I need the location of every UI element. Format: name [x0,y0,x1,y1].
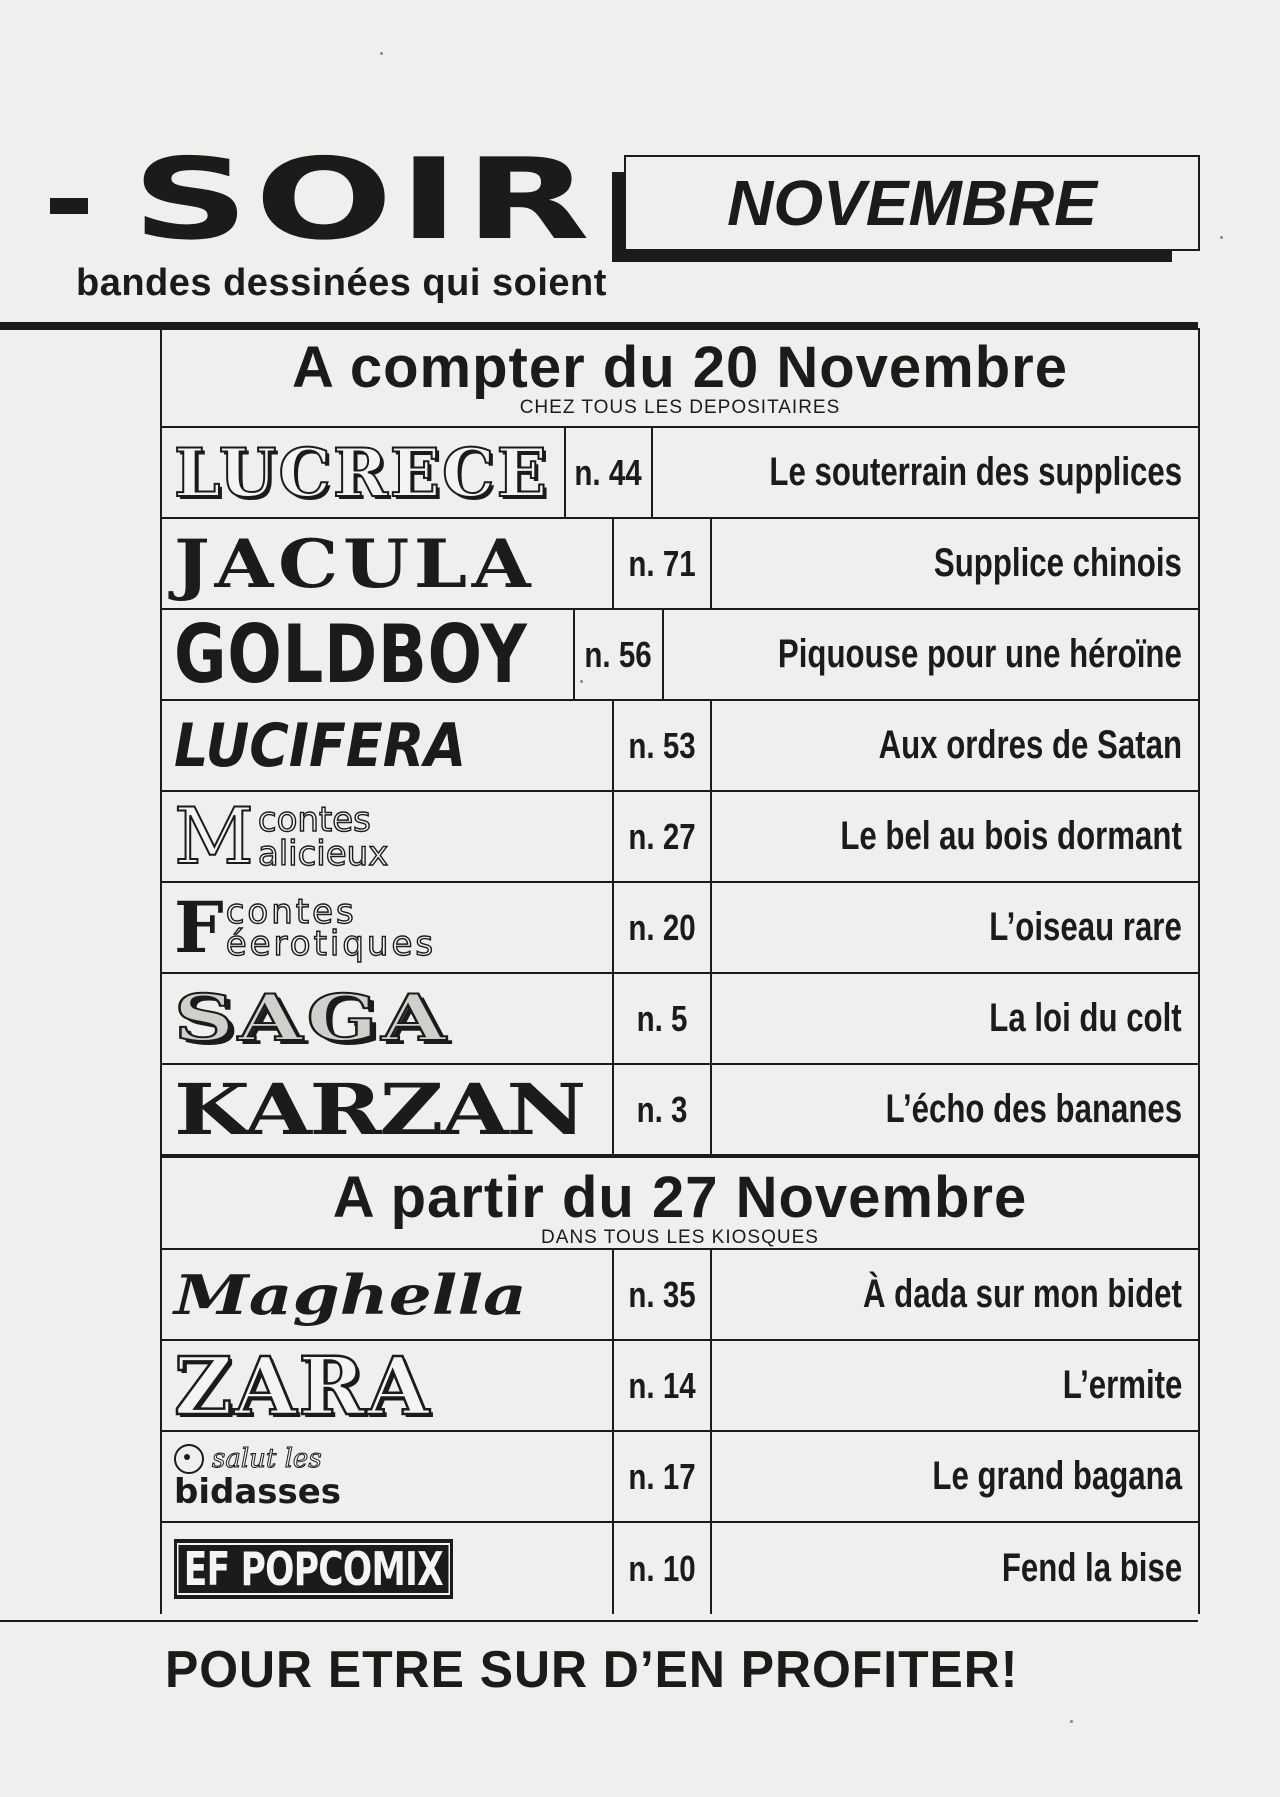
series-logo-cell [162,974,614,1063]
issue-number: n. 10 [628,1547,696,1589]
series-logo-cell [162,701,614,790]
issue-number-cell [614,883,712,972]
issue-title-cell [712,701,1198,790]
issue-number-cell [575,610,664,699]
issue-title: Piquouse pour une héroïne [778,632,1182,676]
series-logo-cell [162,1341,614,1430]
issue-number: n. 20 [628,906,696,948]
issue-number-cell [566,428,653,517]
issue-title: Supplice chinois [934,541,1182,585]
series-logo: LUCRECE [174,433,549,512]
issue-title: Fend la bise [1001,1546,1182,1590]
header-dash [50,198,88,214]
section-subtitle: DANS TOUS LES KIOSQUES [541,1227,819,1248]
issue-number: n. 17 [628,1455,696,1497]
table-row [162,1523,1198,1614]
series-logo-cell [162,1432,614,1521]
series-logo: SAGA [174,980,450,1056]
issue-title-cell [712,1341,1198,1430]
print-speck [580,680,583,683]
table-row [162,883,1198,974]
logo-wordmark: bidasses [174,1471,342,1512]
table-row [162,792,1198,883]
table-row [162,610,1198,701]
series-logo: Maghella [174,1262,527,1327]
issue-number-cell [614,974,712,1063]
section-subtitle: CHEZ TOUS LES DEPOSITAIRES [519,397,841,418]
table-row [162,701,1198,792]
issue-title: Le grand bagana [932,1454,1182,1498]
issue-number: n. 35 [628,1273,696,1315]
table-row [162,1432,1198,1523]
issue-number: n. 14 [628,1364,696,1406]
print-speck [380,52,383,55]
series-logo: JACULA [174,524,536,603]
issue-number-cell [614,1432,712,1521]
issue-number-cell [614,1341,712,1430]
release-table [160,328,1200,1614]
series-logo-cell [162,428,566,517]
table-row [162,1341,1198,1432]
series-logo: EF POPCOMIX [174,1539,453,1599]
series-logo: ZARA [174,1341,432,1430]
issue-title-cell [712,792,1198,881]
issue-title-cell [712,1523,1198,1614]
print-speck [1070,1720,1073,1723]
issue-title: Le bel au bois dormant [840,814,1182,858]
logo-script: salut les [212,1443,322,1474]
section-header [162,328,1198,428]
issue-title-cell [712,1250,1198,1339]
issue-title: La loi du colt [989,996,1182,1040]
issue-title: L’oiseau rare [989,905,1182,949]
month-label: NOVEMBRE [624,155,1200,251]
section-header [162,1156,1198,1250]
footer-slogan: POUR ETRE SUR D’EN PROFITER! [165,1641,1019,1699]
issue-number: n. 5 [636,997,688,1039]
series-logo [174,1444,341,1510]
masthead-title: SOIR [132,135,596,265]
logo-initial-f: F [174,885,224,969]
flower-icon [174,1444,204,1474]
issue-number: n. 44 [574,451,642,493]
issue-number-cell [614,1065,712,1154]
logo-wordmark: contes éerotiques [225,891,437,964]
month-banner-shadow-left [612,172,624,258]
issue-number-cell [614,1523,712,1614]
logo-wordmark: contes alicieux [257,799,389,874]
issue-title: À dada sur mon bidet [863,1272,1182,1316]
series-logo-cell [162,519,614,608]
series-logo-cell [162,1523,614,1614]
series-logo-cell [162,792,614,881]
series-logo-cell [162,883,614,972]
issue-number: n. 53 [628,724,696,766]
issue-number-cell [614,701,712,790]
issue-number-cell [614,792,712,881]
section-title: A compter du 20 Novembre [291,335,1069,400]
issue-number: n. 3 [636,1088,688,1130]
issue-title-cell [712,974,1198,1063]
header-subtitle: bandes dessinées qui soient [76,262,607,304]
series-logo [174,792,389,881]
logo-initial-m: M [174,792,254,881]
series-logo: LUCIFERA [174,710,467,781]
series-logo [174,885,437,969]
issue-title: Le souterrain des supplices [769,450,1182,494]
issue-title-cell [712,519,1198,608]
issue-title: L’écho des bananes [885,1087,1182,1131]
issue-title-cell [653,428,1198,517]
issue-number-cell [614,1250,712,1339]
table-row [162,519,1198,610]
month-banner-shadow-bottom [612,250,1172,262]
issue-title-cell [664,610,1198,699]
issue-number-cell [614,519,712,608]
table-row [162,1065,1198,1156]
table-row [162,1250,1198,1341]
print-speck [1220,236,1223,239]
issue-title: Aux ordres de Satan [878,723,1182,767]
table-row [162,974,1198,1065]
table-row [162,428,1198,519]
series-logo-cell [162,610,575,699]
issue-title: L’ermite [1062,1363,1182,1407]
section-title: A partir du 27 Novembre [332,1165,1028,1230]
issue-number: n. 27 [628,815,696,857]
footer-rule [0,1620,1198,1622]
month-banner [612,152,1172,262]
issue-number: n. 71 [628,542,696,584]
issue-title-cell [712,883,1198,972]
issue-title-cell [712,1432,1198,1521]
series-logo: GOLDBOY [174,610,528,699]
issue-title-cell [712,1065,1198,1154]
series-logo-cell [162,1065,614,1154]
series-logo-cell [162,1250,614,1339]
issue-number: n. 56 [584,633,653,675]
series-logo: KARZAN [174,1067,584,1151]
